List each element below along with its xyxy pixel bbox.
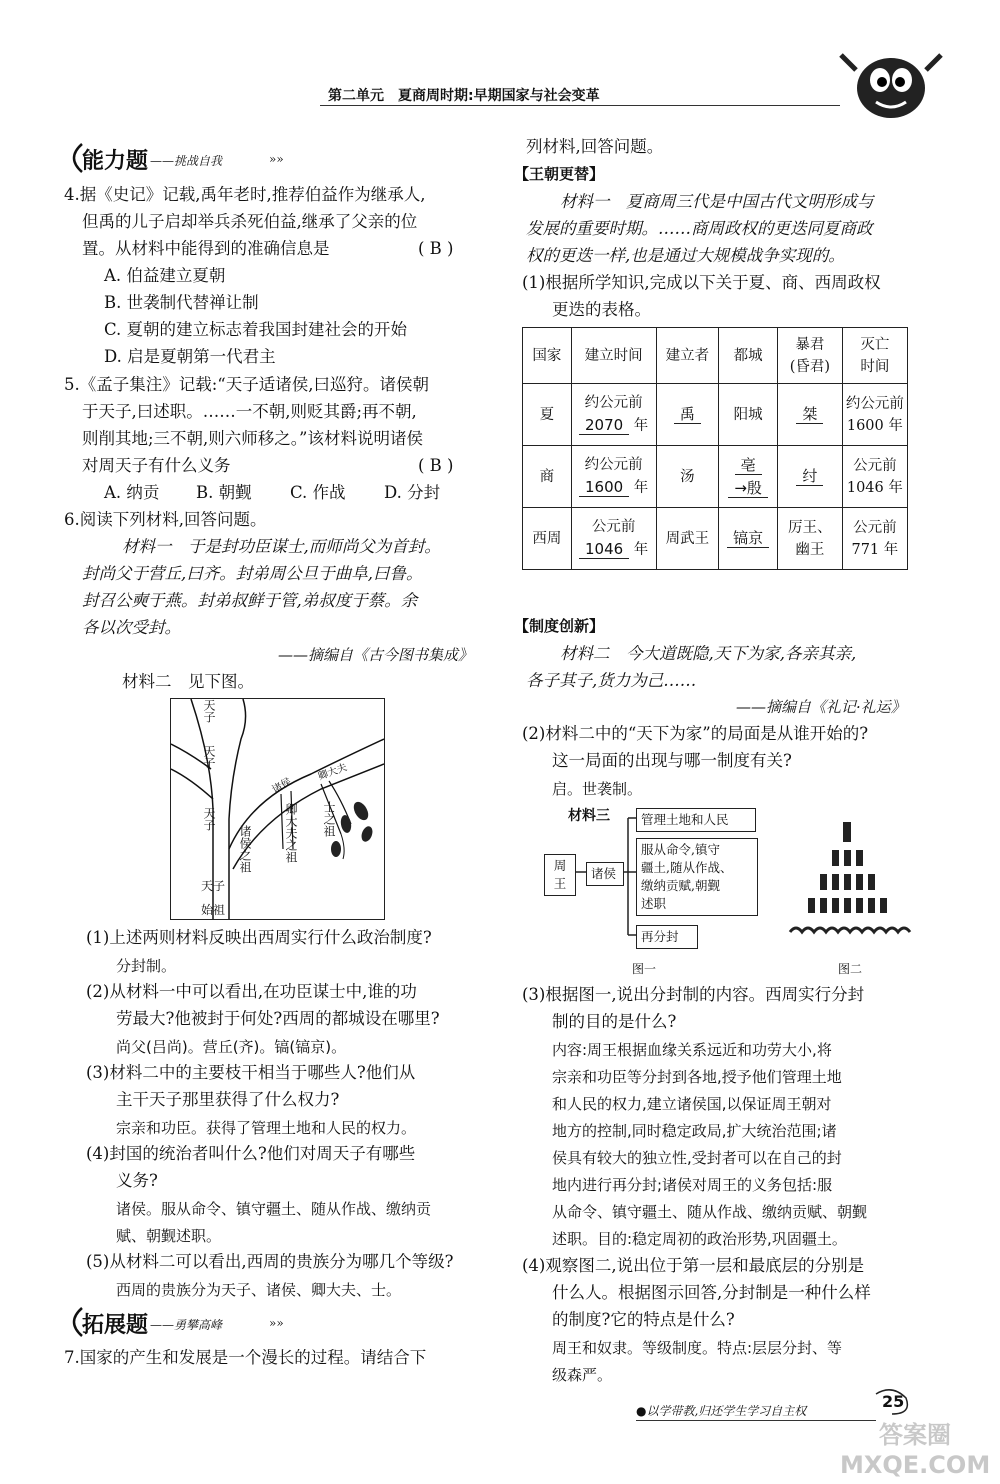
table-row xyxy=(523,508,908,570)
tyrant-line-1: 厉王、 xyxy=(788,519,832,536)
watermark: 答案圈 MXQE.COM xyxy=(840,1421,991,1479)
q7-sub1-line-1: (1)根据所学知识,完成以下关于夏、商、西周政权 xyxy=(522,273,881,292)
q6-sub4-q-2: 义务? xyxy=(116,1171,158,1190)
cell-capital xyxy=(719,446,778,508)
q7-sub4-q-2: 什么人。根据图示回答,分封制是一种什么样 xyxy=(552,1283,871,1302)
hierarchy-pyramid-figure xyxy=(782,820,912,950)
cell-capital xyxy=(719,508,778,570)
q7-section1-title: 【王朝更替】 xyxy=(514,165,605,183)
duty-line: 述职 xyxy=(641,896,667,911)
capital-answer: 亳 xyxy=(735,456,762,475)
tyrant-answer: 桀 xyxy=(796,405,823,424)
fig1-caption: 图一 xyxy=(632,962,657,976)
table-row xyxy=(523,384,908,446)
q6-sub4-a-2: 赋、朝觐述职。 xyxy=(116,1227,222,1245)
time-suffix: 年 xyxy=(633,418,649,434)
header-cell: 建立时间 xyxy=(571,328,656,384)
q7-material1-line-2: 发展的重要时期。……商周政权的更迭同夏商政 xyxy=(526,219,873,238)
cell-founding-time xyxy=(571,508,656,570)
end-line-2: 771 年 xyxy=(851,541,899,558)
cell-end-time xyxy=(842,508,907,570)
table-header-row xyxy=(523,328,908,384)
family-tree-figure xyxy=(170,698,385,920)
header-rule xyxy=(320,105,840,106)
q7-material2-line-2: 各子其子,货力为己…… xyxy=(526,671,697,690)
cell-capital: 阳城 xyxy=(719,384,778,446)
q6-sub3-q-1: (3)材料二中的主要枝干相当于哪些人?他们从 xyxy=(86,1063,416,1082)
q6-sub4-q-1: (4)封国的统治者叫什么?他们对周天子有哪些 xyxy=(86,1144,416,1163)
q6-sub2-a: 尚父(吕尚)。营丘(齐)。镐(镐京)。 xyxy=(116,1038,347,1056)
header-cell: 暴君 (昏君) xyxy=(778,328,843,384)
q5-line-1: 5.《孟子集注》记载:“天子适诸侯,曰巡狩。诸侯朝 xyxy=(64,375,429,394)
q7-sub4-a-1: 周王和奴隶。等级制度。特点:层层分封、等 xyxy=(552,1339,843,1357)
q6-material2-label: 材料二 见下图。 xyxy=(122,672,254,691)
q4-option-c: C. 夏朝的建立标志着我国封建社会的开始 xyxy=(104,320,408,339)
tree-label-qingdafu: 卿大夫 xyxy=(316,762,349,783)
q6-material1-line-4: 各以次受封。 xyxy=(82,618,181,637)
q7-sub3-a-1: 内容:周王根据血缘关系远近和功劳大小,将 xyxy=(552,1041,832,1059)
time-value: 1046 xyxy=(579,540,629,559)
end-line-2: 1600 年 xyxy=(846,417,903,434)
tree-label-zhuhou: 诸侯 xyxy=(270,776,294,796)
fig2-caption: 图二 xyxy=(838,962,863,976)
capital-answer: 镐京 xyxy=(727,529,769,548)
q7-sub3-a-7: 从命令、镇守疆土、随从作战、缴纳贡赋、朝觐 xyxy=(552,1203,868,1221)
extend-section-subtitle: ——勇攀高峰 xyxy=(150,1318,223,1332)
end-line-2: 1046 年 xyxy=(846,479,903,496)
q7-material2-source: ——摘编自《礼记·礼运》 xyxy=(736,698,906,716)
q7-sub4-q-1: (4)观察图二,说出位于第一层和最底层的分别是 xyxy=(522,1256,865,1275)
duty-top-box: 管理土地和人民 xyxy=(636,808,756,832)
q7-sub3-a-6: 地内进行再分封;诸侯对周王的义务包括:服 xyxy=(552,1176,833,1194)
header-cell: 灭亡 时间 xyxy=(842,328,907,384)
duty-line: 缴纳贡赋,朝觐 xyxy=(641,878,720,893)
extend-section-heading xyxy=(64,1304,294,1340)
cell-state: 夏 xyxy=(523,384,572,446)
table-row xyxy=(523,446,908,508)
end-line-1: 约公元前 xyxy=(845,395,904,412)
tree-label-shi-zhizu: 士之祖 xyxy=(322,801,336,837)
q7-sub3-a-2: 宗亲和功臣等分封到各地,授予他们管理土地 xyxy=(552,1068,842,1086)
q6-sub1-a: 分封制。 xyxy=(116,957,177,975)
q7-material1-line-1: 材料一 夏商周三代是中国古代文明形成与 xyxy=(560,192,874,211)
cell-tyrant xyxy=(778,508,843,570)
cell-founder: 周武王 xyxy=(656,508,719,570)
q4-option-a: A. 伯益建立夏朝 xyxy=(104,266,226,285)
cell-founding-time xyxy=(571,384,656,446)
header-cell: 建立者 xyxy=(656,328,719,384)
cell-founder: 汤 xyxy=(656,446,719,508)
q7-sub1-line-2: 更迭的表格。 xyxy=(552,300,651,319)
ability-section-heading xyxy=(64,140,294,176)
q7-sub3-q-1: (3)根据图一,说出分封制的内容。西周实行分封 xyxy=(522,985,865,1004)
time-prefix: 约公元前 xyxy=(584,395,643,411)
chevrons-icon: »» xyxy=(269,1316,284,1330)
q5-line-3: 则削其地;三不朝,则六师移之。”该材料说明诸侯 xyxy=(82,429,423,448)
dynasty-table xyxy=(522,327,908,570)
tyrant-line-2: 幽王 xyxy=(795,541,825,558)
unit-header: 第二单元 夏商周时期:早期国家与社会变革 xyxy=(328,88,600,104)
q7-material3-label: 材料三 xyxy=(568,808,610,824)
end-line-1: 公元前 xyxy=(853,457,897,474)
q6-sub5-q: (5)从材料二可以看出,西周的贵族分为哪几个等级? xyxy=(86,1252,454,1271)
time-suffix: 年 xyxy=(633,480,649,496)
q5-option-b: B. 朝觐 xyxy=(196,483,252,502)
time-suffix: 年 xyxy=(633,542,649,558)
cell-tyrant xyxy=(778,446,843,508)
footer-slogan: ●以学带教,归还学生学习自主权 xyxy=(636,1404,807,1418)
tyrant-answer: 纣 xyxy=(796,467,823,486)
q7-material2-line-1: 材料二 今大道既隐,天下为家,各亲其亲, xyxy=(560,644,857,663)
q6-sub2-q-2: 劳最大?他被封于何处?西周的都城设在哪里? xyxy=(116,1009,440,1028)
q4-line-3: 置。从材料中能得到的准确信息是 xyxy=(82,239,330,258)
ability-section-title: 能力题 xyxy=(82,149,149,174)
time-prefix: 约公元前 xyxy=(584,457,643,473)
cell-end-time xyxy=(842,446,907,508)
chevrons-icon: »» xyxy=(269,152,284,166)
q6-intro: 6.阅读下列材料,回答问题。 xyxy=(64,510,267,529)
q6-material1-line-3: 封召公奭于燕。封弟叔鲜于管,弟叔度于蔡。余 xyxy=(82,591,418,610)
duty-line: 疆土,随从作战、 xyxy=(641,860,733,875)
q7-sub3-a-3: 和人民的权力,建立诸侯国,以保证周王朝对 xyxy=(552,1095,832,1113)
q7-intro-line-2: 列材料,回答问题。 xyxy=(526,137,664,156)
founder-answer: 禹 xyxy=(674,405,701,424)
q7-sub3-a-8: 述职。目的:稳定周初的政治形势,巩固疆土。 xyxy=(552,1230,847,1248)
tree-label-tianzi-4: 天子 xyxy=(201,879,226,893)
extend-section-title: 拓展题 xyxy=(82,1313,149,1338)
tree-label-tianzi-1: 天子 xyxy=(202,699,216,723)
q7-section2-title: 【制度创新】 xyxy=(514,617,605,635)
q7-material1-line-3: 权的更迭一样,也是通过大规模战争实现的。 xyxy=(526,246,845,265)
header-cell: 都城 xyxy=(719,328,778,384)
page-number: 25 xyxy=(882,1392,905,1411)
q7-sub4-q-3: 的制度?它的特点是什么? xyxy=(552,1310,735,1329)
refeudalize-box: 再分封 xyxy=(636,925,698,949)
cell-end-time xyxy=(842,384,907,446)
q7-sub3-a-5: 侯具有较大的独立性,受封者可以在自己的封 xyxy=(552,1149,842,1167)
cell-founding-time xyxy=(571,446,656,508)
q4-option-d: D. 启是夏朝第一代君主 xyxy=(104,347,276,366)
time-value: 1600 xyxy=(579,478,629,497)
q7-sub3-a-4: 地方的控制,同时稳定政局,扩大统治范围;诸 xyxy=(552,1122,837,1140)
q7-sub2-q-1: (2)材料二中的“天下为家”的局面是从谁开始的? xyxy=(522,724,869,743)
tree-label-tianzi-2: 天子 xyxy=(202,745,216,769)
q7-sub2-q-2: 这一局面的出现与哪一制度有关? xyxy=(552,751,792,770)
q6-material1-line-1: 材料一 于是封功臣谋士,而师尚父为首封。 xyxy=(122,537,441,556)
tree-label-qingdafu-zhizu: 卿大夫之祖 xyxy=(284,803,298,863)
q7-sub4-a-2: 级森严。 xyxy=(552,1366,613,1384)
q7-intro-line-1: 7.国家的产生和发展是一个漫长的过程。请结合下 xyxy=(64,1348,427,1367)
capital-answer-2: →殷 xyxy=(728,479,768,498)
q6-sub5-a: 西周的贵族分为天子、诸侯、卿大夫、士。 xyxy=(116,1281,402,1299)
tree-label-zhuhou-zhizu: 诸侯之祖 xyxy=(238,825,252,873)
q5-option-a: A. 纳贡 xyxy=(104,483,160,502)
q5-line-4: 对周天子有什么义务 xyxy=(82,456,231,475)
q7-sub2-a: 启。世袭制。 xyxy=(552,780,643,798)
time-value: 2070 xyxy=(579,416,629,435)
q5-line-2: 于天子,曰述职。……一不朝,则贬其爵;再不朝, xyxy=(82,402,417,421)
q6-sub2-q-1: (2)从材料一中可以看出,在功臣谋士中,谁的功 xyxy=(86,982,417,1001)
page-swirl-icon xyxy=(872,1384,912,1420)
q4-option-b: B. 世袭制代替禅让制 xyxy=(104,293,259,312)
cell-tyrant xyxy=(778,384,843,446)
ability-section-subtitle: ——挑战自我 xyxy=(150,154,223,168)
tree-label-shizu: 始祖 xyxy=(201,903,226,917)
zhouwang-box: 周 王 xyxy=(544,854,576,896)
q4-line-2: 但禹的儿子启却举兵杀死伯益,继承了父亲的位 xyxy=(82,212,418,231)
q4-answer: ( B ) xyxy=(418,239,454,258)
q6-sub3-q-2: 主干天子那里获得了什么权力? xyxy=(116,1090,340,1109)
tree-label-tianzi-3: 天子 xyxy=(202,807,216,831)
mascot-icon xyxy=(836,40,946,130)
duty-line: 服从命令,镇守 xyxy=(641,842,720,857)
end-line-1: 公元前 xyxy=(853,519,897,536)
q7-sub3-q-2: 制的目的是什么? xyxy=(552,1012,677,1031)
zhuhou-box: 诸侯 xyxy=(586,862,624,886)
q6-sub1-q: (1)上述两则材料反映出西周实行什么政治制度? xyxy=(86,928,432,947)
cell-state: 西周 xyxy=(523,508,572,570)
cell-state: 商 xyxy=(523,446,572,508)
q6-material1-source: ——摘编自《古今图书集成》 xyxy=(278,646,474,664)
time-prefix: 公元前 xyxy=(591,519,636,535)
feudal-diagram xyxy=(540,800,780,965)
q5-option-d: D. 分封 xyxy=(384,483,441,502)
q6-sub4-a-1: 诸侯。服从命令、镇守疆土、随从作战、缴纳贡 xyxy=(116,1200,432,1218)
header-cell: 国家 xyxy=(523,328,572,384)
q4-line-1: 4.据《史记》记载,禹年老时,推荐伯益作为继承人, xyxy=(64,185,426,204)
cell-founder xyxy=(656,384,719,446)
q6-sub3-a: 宗亲和功臣。获得了管理土地和人民的权力。 xyxy=(116,1119,417,1137)
duty-mid-box xyxy=(636,838,758,916)
q5-answer: ( B ) xyxy=(418,456,454,475)
q5-option-c: C. 作战 xyxy=(290,483,346,502)
q6-material1-line-2: 封尚父于营丘,曰齐。封弟周公旦于曲阜,曰鲁。 xyxy=(82,564,423,583)
